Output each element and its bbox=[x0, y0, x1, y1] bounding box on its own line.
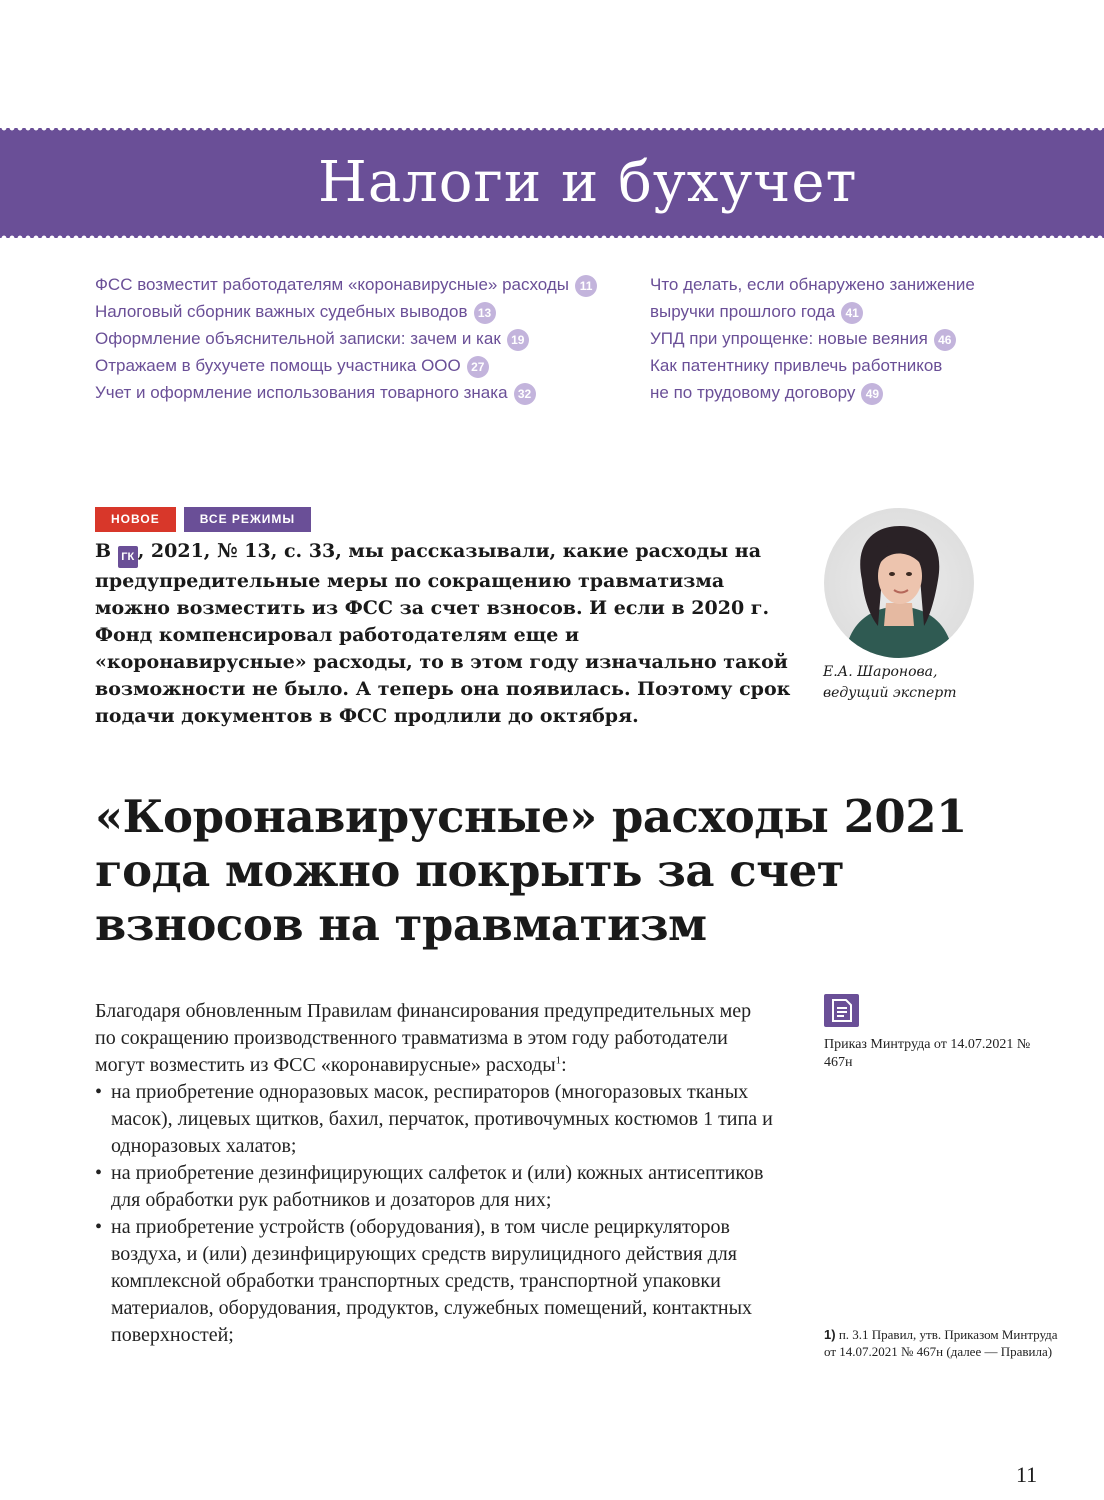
tag-all-modes: ВСЕ РЕЖИМЫ bbox=[184, 507, 311, 532]
page-number: 11 bbox=[1016, 1462, 1038, 1487]
footnote-marker: 1) bbox=[824, 1327, 836, 1342]
page-badge: 19 bbox=[507, 329, 529, 351]
body-intro-end: : bbox=[561, 1054, 567, 1076]
page-badge: 11 bbox=[575, 275, 597, 297]
tag-new: НОВОЕ bbox=[95, 507, 176, 532]
article-headline: «Коронавирусные» расходы 2021 года можно покрыть за счет взносов на травматизм bbox=[95, 790, 967, 951]
toc-item[interactable] bbox=[650, 379, 975, 406]
toc-item-text: Что делать, если обнаружено занижение bbox=[650, 275, 975, 294]
author-photo bbox=[824, 508, 974, 658]
list-item: • на приобретение дезинфицирующих салфеток и (или) кожных антисептиков для обработки рук работников и дозаторов для них; bbox=[95, 1160, 775, 1214]
toc-item[interactable] bbox=[95, 352, 597, 379]
toc-item[interactable] bbox=[650, 298, 975, 325]
toc-item-text: Как патентнику привлечь работников bbox=[650, 356, 943, 375]
page-badge: 49 bbox=[861, 383, 883, 405]
footnote bbox=[824, 1326, 1064, 1360]
toc-item-text: Учет и оформление использования товарного знака bbox=[95, 383, 508, 402]
toc-item[interactable] bbox=[95, 298, 597, 325]
page-badge: 41 bbox=[841, 302, 863, 324]
toc-item-text: Оформление объяснительной записки: зачем и как bbox=[95, 329, 501, 348]
author-portrait-icon bbox=[824, 508, 974, 658]
toc-right-column bbox=[650, 271, 975, 406]
document-icon bbox=[824, 994, 859, 1027]
toc-item-text: не по трудовому договору bbox=[650, 383, 856, 402]
author-role: ведущий эксперт bbox=[823, 685, 957, 701]
toc-item-text: УПД при упрощенке: новые веяния bbox=[650, 329, 928, 348]
toc-item[interactable] bbox=[95, 379, 597, 406]
toc-item[interactable] bbox=[650, 352, 975, 379]
list-item: • на приобретение устройств (оборудования), в том числе рециркуляторов воздуха, и (или) дезинфицирующих средств вирулицидного действия для комплексной обработки транспортных средств, транспортной упаковки материалов, оборудования, продуктов, служебных помещений, контактных поверхностей; bbox=[95, 1214, 775, 1349]
lead-text: , 2021, № 13, с. 33, мы рассказывали, какие расходы на предупредительные меры по сокращению травматизма можно возместить из ФСС за счет взносов. И если в 2020 г. Фонд компенсировал работодателям еще и «коронавирусные» расходы, то в этом году изначально такой возможности не было. А теперь она появилась. Поэтому срок подачи документов в ФСС продлили до октября. bbox=[95, 540, 791, 727]
author-name: Е.А. Шаронова, bbox=[823, 664, 938, 680]
gk-logo-icon: ГК bbox=[118, 546, 138, 568]
toc-item[interactable] bbox=[95, 271, 597, 298]
lead-paragraph bbox=[95, 538, 795, 730]
lead-prefix: В bbox=[95, 540, 112, 562]
toc-item-text: выручки прошлого года bbox=[650, 302, 836, 321]
article-body bbox=[95, 998, 775, 1349]
toc-item[interactable] bbox=[95, 325, 597, 352]
section-title: Налоги и бухучет bbox=[318, 150, 858, 215]
tag-row bbox=[95, 507, 311, 532]
page-badge: 32 bbox=[514, 383, 536, 405]
footnote-ref[interactable]: 1 bbox=[555, 1054, 562, 1067]
body-intro bbox=[95, 998, 775, 1079]
page-badge: 27 bbox=[467, 356, 489, 378]
toc-item-text: Отражаем в бухучете помощь участника ООО bbox=[95, 356, 461, 375]
body-list bbox=[95, 1079, 775, 1349]
toc-item[interactable] bbox=[650, 325, 975, 352]
author-caption bbox=[823, 662, 1023, 704]
page-badge: 46 bbox=[934, 329, 956, 351]
toc-left-column bbox=[95, 271, 597, 406]
list-item: • на приобретение одноразовых масок, респираторов (многоразовых тканых масок), лицевых щитков, бахил, перчаток, противочумных костюмов 1 типа и одноразовых халатов; bbox=[95, 1079, 775, 1160]
footnote-text: п. 3.1 Правил, утв. Приказом Минтруда от 14.07.2021 № 467н (далее — Правила) bbox=[824, 1327, 1058, 1359]
page-badge: 13 bbox=[474, 302, 496, 324]
body-intro-text: Благодаря обновленным Правилам финансирования предупредительных мер по сокращению производственного травматизма в этом году работодатели могут возместить из ФСС «коронавирусные» расходы bbox=[95, 1000, 752, 1076]
side-note: Приказ Минтруда от 14.07.2021 № 467н bbox=[824, 1037, 1031, 1070]
toc-item-text: ФСС возместит работодателям «коронавирусные» расходы bbox=[95, 275, 570, 294]
toc-item[interactable] bbox=[650, 271, 975, 298]
toc-item-text: Налоговый сборник важных судебных выводов bbox=[95, 302, 468, 321]
